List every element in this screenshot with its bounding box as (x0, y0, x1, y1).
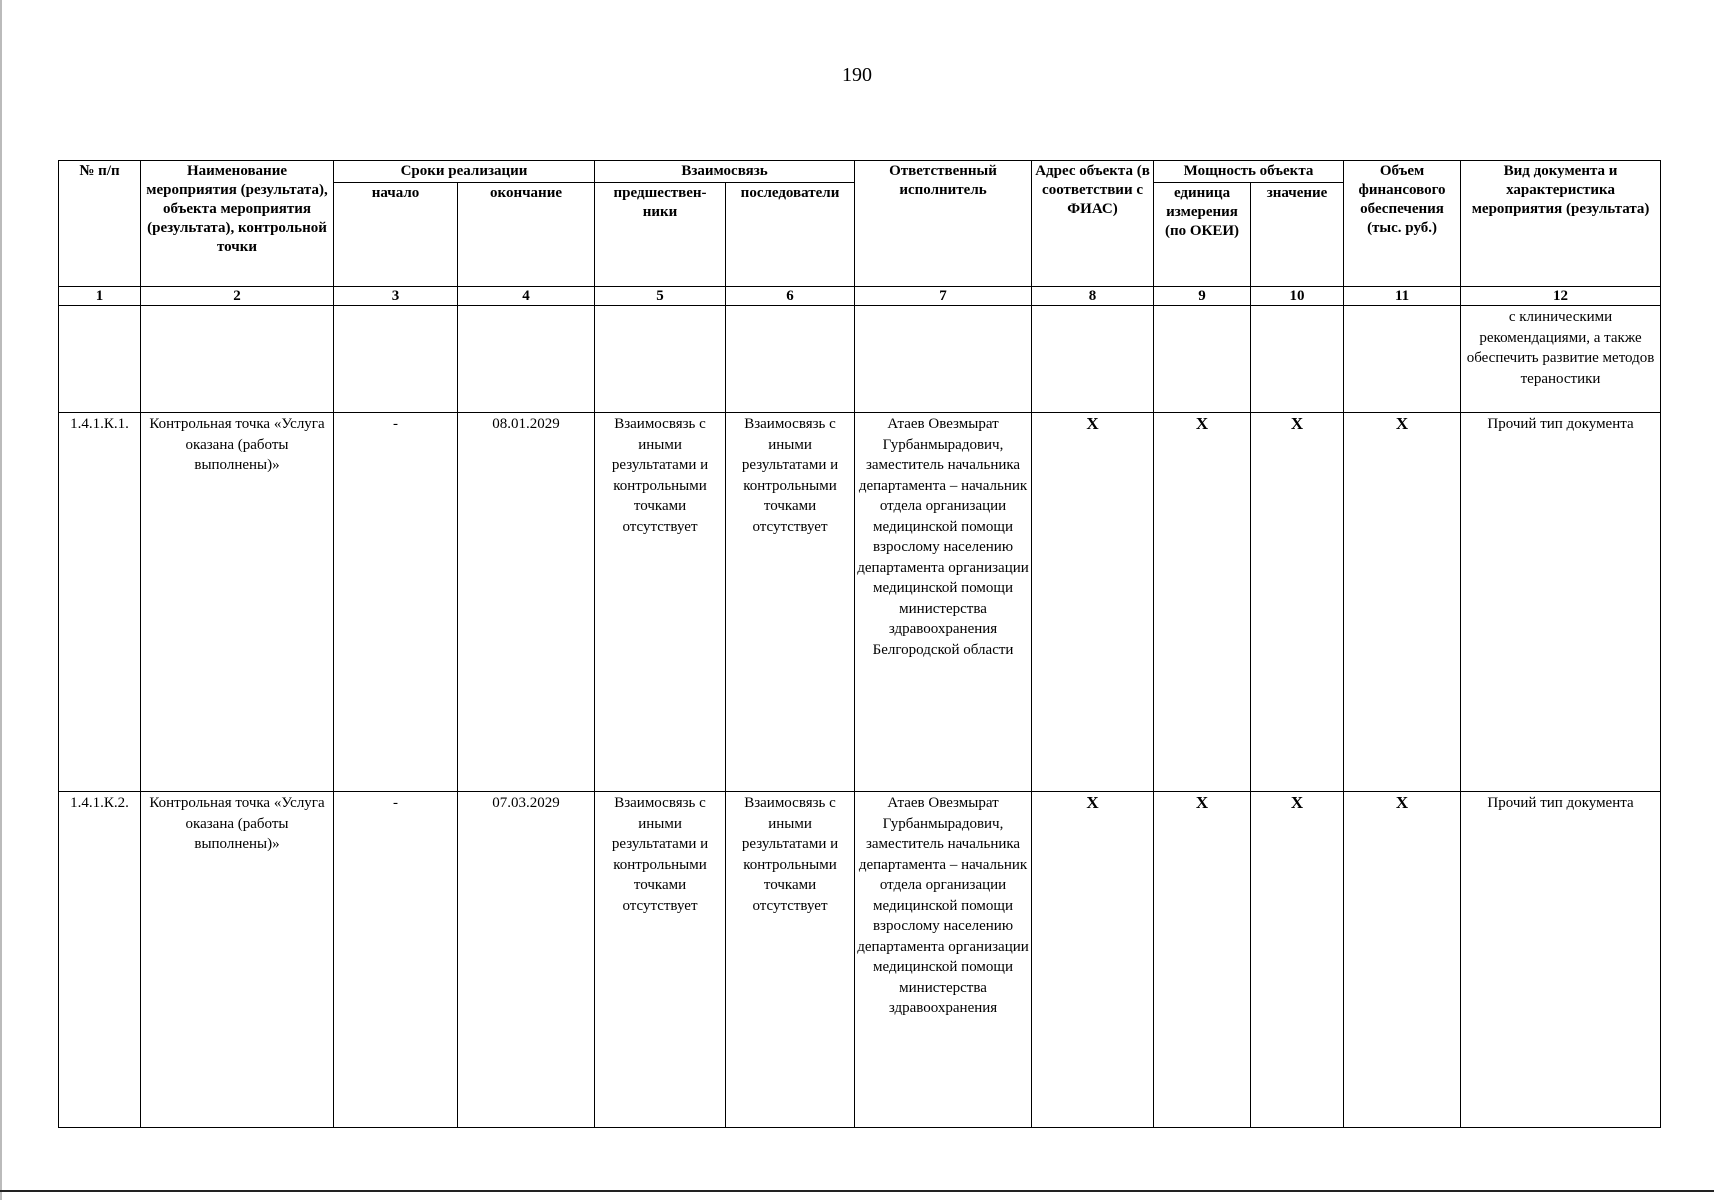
header-successors: последователи (726, 183, 855, 287)
row-unit: X (1154, 792, 1251, 1128)
row-successors: Взаимосвязь с иными результатами и контрольными точками отсутствует (726, 413, 855, 792)
empty-cell (334, 306, 458, 413)
row-address: X (1032, 413, 1154, 792)
row-start: - (334, 413, 458, 792)
header-terms-group: Сроки реализации (334, 161, 595, 183)
row-value: X (1251, 792, 1344, 1128)
header-unit: единица измерения (по ОКЕИ) (1154, 183, 1251, 287)
column-number: 4 (458, 287, 595, 306)
row-doc: Прочий тип документа (1461, 792, 1661, 1128)
empty-cell (1344, 306, 1461, 413)
row-predecessors: Взаимосвязь с иными результатами и контрольными точками отсутствует (595, 413, 726, 792)
header-num: № п/п (59, 161, 141, 287)
page-bottom-rule (0, 1190, 1714, 1192)
column-number: 6 (726, 287, 855, 306)
column-number: 8 (1032, 287, 1154, 306)
column-number: 12 (1461, 287, 1661, 306)
empty-cell (595, 306, 726, 413)
header-name: Наименование мероприятия (результата), объекта мероприятия (результата), контрольной точки (141, 161, 334, 287)
table-row (59, 413, 1661, 792)
header-address: Адрес объекта (в соответствии с ФИАС) (1032, 161, 1154, 287)
row-finance: X (1344, 792, 1461, 1128)
column-number-row (59, 287, 1661, 306)
row-start: - (334, 792, 458, 1128)
header-value: значение (1251, 183, 1344, 287)
row-address: X (1032, 792, 1154, 1128)
header-power-group: Мощность объекта (1154, 161, 1344, 183)
header-doc: Вид документа и характеристика мероприятия (результата) (1461, 161, 1661, 287)
plan-table (58, 160, 1661, 1128)
row-responsible: Атаев Овезмырат Гурбанмырадович, заместитель начальника департамента – начальник отдела организации медицинской помощи взрослому населению департамента организации медицинской помощи министерства здравоохранения (855, 792, 1032, 1128)
row-end: 08.01.2029 (458, 413, 595, 792)
empty-cell (1154, 306, 1251, 413)
column-number: 9 (1154, 287, 1251, 306)
header-row-1 (59, 161, 1661, 183)
header-responsible: Ответственный исполнитель (855, 161, 1032, 287)
empty-cell (141, 306, 334, 413)
row-value: X (1251, 413, 1344, 792)
column-number: 2 (141, 287, 334, 306)
row-name: Контрольная точка «Услуга оказана (работы выполнены)» (141, 792, 334, 1128)
continuation-doc-text: с клиническими рекомендациями, а также обеспечить развитие методов тераностики (1461, 306, 1661, 413)
empty-cell (726, 306, 855, 413)
row-name: Контрольная точка «Услуга оказана (работы выполнены)» (141, 413, 334, 792)
header-end: окончание (458, 183, 595, 287)
column-number: 1 (59, 287, 141, 306)
row-successors: Взаимосвязь с иными результатами и контрольными точками отсутствует (726, 792, 855, 1128)
header-finance: Объем финансового обеспечения (тыс. руб.) (1344, 161, 1461, 287)
row-finance: X (1344, 413, 1461, 792)
row-num: 1.4.1.К.1. (59, 413, 141, 792)
page-number: 190 (842, 64, 872, 86)
row-end: 07.03.2029 (458, 792, 595, 1128)
column-number: 11 (1344, 287, 1461, 306)
header-start: начало (334, 183, 458, 287)
header-predecessors: предшествен-ники (595, 183, 726, 287)
table-row (59, 792, 1661, 1128)
empty-cell (59, 306, 141, 413)
column-number: 7 (855, 287, 1032, 306)
row-responsible: Атаев Овезмырат Гурбанмырадович, заместитель начальника департамента – начальник отдела организации медицинской помощи взрослому населению департамента организации медицинской помощи министерства здравоохранения Белгородской области (855, 413, 1032, 792)
empty-cell (1251, 306, 1344, 413)
empty-cell (1032, 306, 1154, 413)
row-doc: Прочий тип документа (1461, 413, 1661, 792)
column-number: 3 (334, 287, 458, 306)
row-num: 1.4.1.К.2. (59, 792, 141, 1128)
scan-edge (0, 0, 2, 1200)
header-link-group: Взаимосвязь (595, 161, 855, 183)
column-number: 5 (595, 287, 726, 306)
row-unit: X (1154, 413, 1251, 792)
column-number: 10 (1251, 287, 1344, 306)
empty-cell (458, 306, 595, 413)
empty-cell (855, 306, 1032, 413)
continuation-row (59, 306, 1661, 413)
row-predecessors: Взаимосвязь с иными результатами и контрольными точками отсутствует (595, 792, 726, 1128)
